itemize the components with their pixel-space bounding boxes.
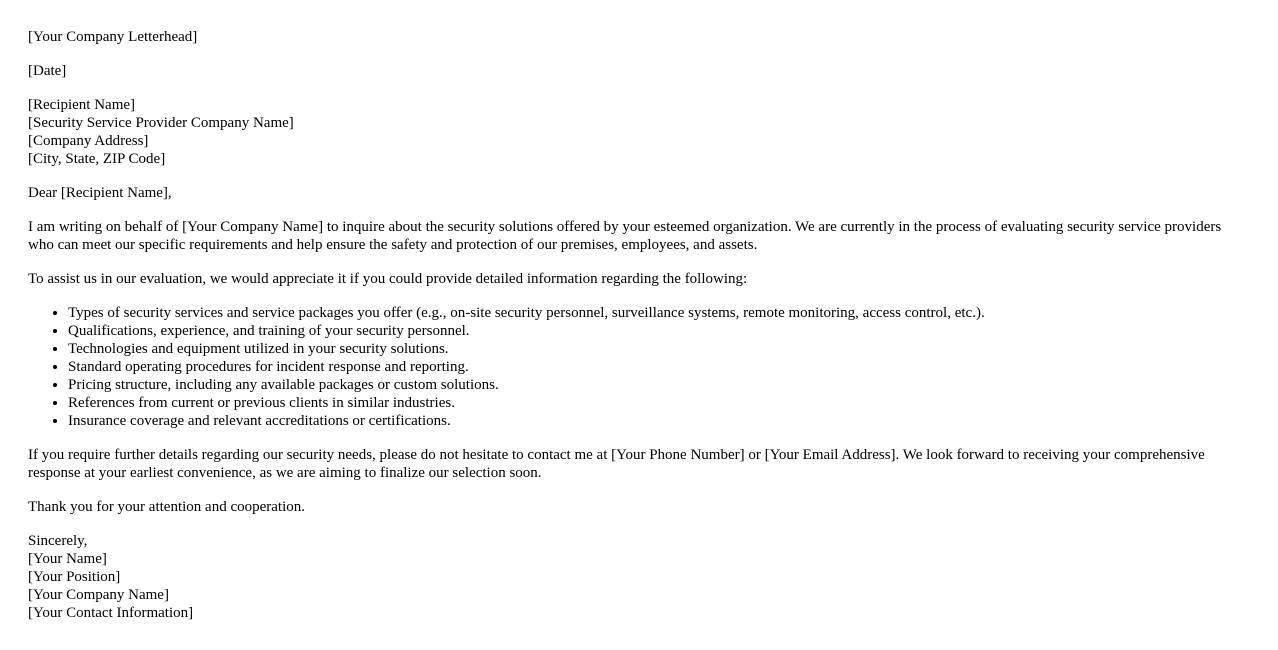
list-item: • Technologies and equipment utilized in your security solutions. (68, 340, 1250, 358)
request-lead-paragraph: To assist us in our evaluation, we would appreciate it if you could provide detailed information regarding the following: (28, 271, 748, 287)
sender-name: [Your Name] (28, 551, 107, 567)
sender-contact: [Your Contact Information] (28, 605, 194, 621)
sender-position: [Your Position] (28, 569, 121, 585)
letterhead: [Your Company Letterhead] (28, 29, 198, 45)
request-list (28, 304, 1250, 430)
list-item: • Types of security services and service packages you offer (e.g., on-site security personnel, surveillance systems, remote monitoring, access control, etc.). (68, 304, 1250, 322)
list-item: • References from current or previous clients in similar industries. (68, 394, 1250, 412)
recipient-city-state-zip: [City, State, ZIP Code] (28, 151, 166, 167)
sender-company: [Your Company Name] (28, 587, 169, 603)
list-item: • Qualifications, experience, and training of your security personnel. (68, 322, 1250, 340)
signature-block (28, 532, 1250, 622)
list-item: • Pricing structure, including any available packages or custom solutions. (68, 376, 1250, 394)
list-item: • Insurance coverage and relevant accreditations or certifications. (68, 412, 1250, 430)
letter-date: [Date] (28, 63, 67, 79)
recipient-name: [Recipient Name] (28, 97, 136, 113)
intro-paragraph: I am writing on behalf of [Your Company Name] to inquire about the security solutions offered by your esteemed organization. We are currently in the process of evaluating security service providers who can meet our specific requirements and help ensure the safety and protection of our premises, employees, and assets. (28, 219, 1222, 253)
salutation: Dear [Recipient Name], (28, 185, 172, 201)
recipient-block (28, 96, 1250, 168)
recipient-company: [Security Service Provider Company Name] (28, 115, 294, 131)
list-item: • Standard operating procedures for incident response and reporting. (68, 358, 1250, 376)
thanks-paragraph: Thank you for your attention and cooperation. (28, 499, 306, 515)
followup-paragraph: If you require further details regarding our security needs, please do not hesitate to contact me at [Your Phone Number] or [Your Email Address]. We look forward to receiving your comprehensive response at your earliest convenience, as we are aiming to finalize our selection soon. (28, 447, 1205, 481)
recipient-address: [Company Address] (28, 133, 149, 149)
valediction: Sincerely, (28, 533, 88, 549)
